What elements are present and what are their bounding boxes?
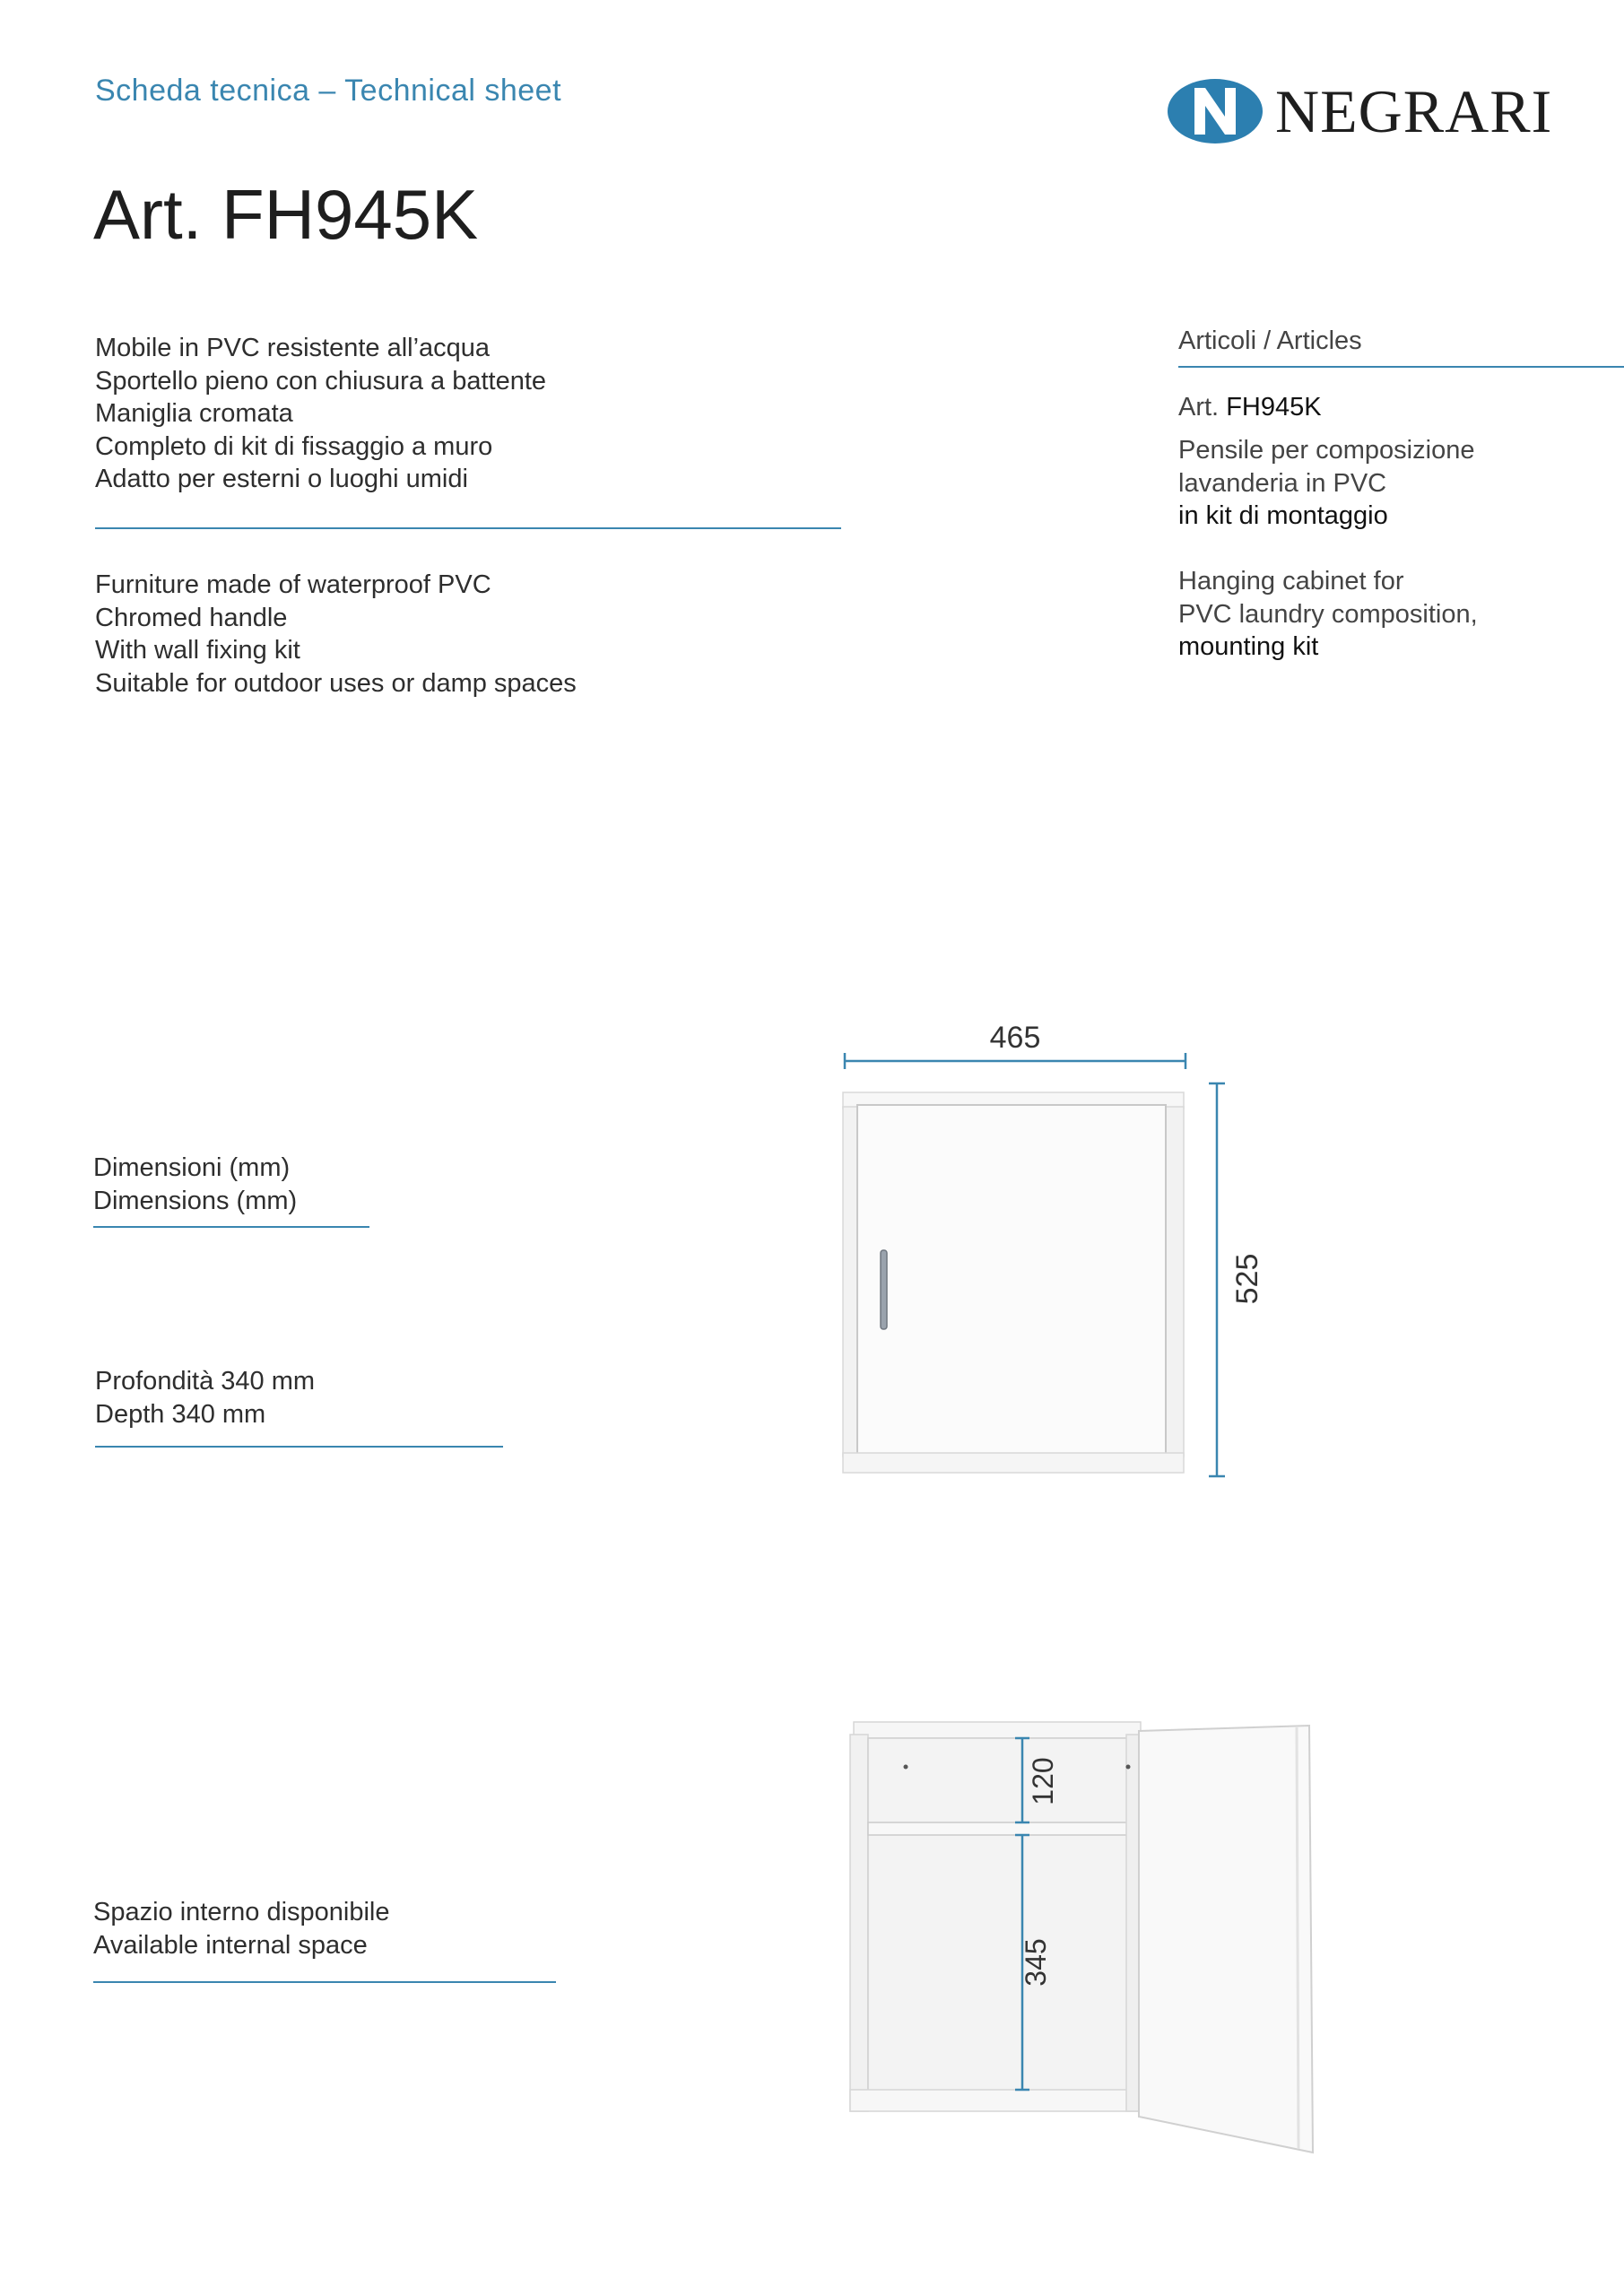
- divider: [95, 1446, 503, 1448]
- divider: [93, 1981, 556, 1983]
- article-line: PVC laundry composition,: [1178, 599, 1478, 629]
- depth-label: [95, 1365, 315, 1431]
- article-code: [1178, 391, 1322, 424]
- description-line: Maniglia cromata: [95, 399, 293, 428]
- dimensions-label-it: Dimensioni (mm): [93, 1153, 291, 1182]
- articles-heading: Articoli / Articles: [1178, 326, 1362, 355]
- article-line: Pensile per composizione: [1178, 436, 1475, 465]
- upper-space-dimension-label: 120: [1027, 1757, 1059, 1805]
- article-description-it: [1178, 434, 1474, 533]
- dimensions-label: [93, 1152, 297, 1217]
- logo-mark-icon: [1166, 75, 1264, 147]
- internal-space-label-en: Available internal space: [93, 1930, 368, 1960]
- description-line: Furniture made of waterproof PVC: [95, 570, 491, 599]
- description-line: With wall fixing kit: [95, 636, 300, 665]
- article-line-bold: mounting kit: [1178, 632, 1319, 661]
- article-line: lavanderia in PVC: [1178, 468, 1387, 498]
- divider: [93, 1226, 369, 1228]
- description-line: Suitable for outdoor uses or damp spaces: [95, 668, 577, 698]
- handle-icon: [881, 1250, 887, 1329]
- article-prefix: Art.: [1178, 393, 1220, 422]
- article-line-bold: in kit di montaggio: [1178, 501, 1388, 530]
- width-dimension-label: 465: [989, 1021, 1041, 1055]
- description-line: Mobile in PVC resistente all’acqua: [95, 334, 491, 362]
- divider: [95, 527, 841, 529]
- article-description-en: [1178, 565, 1478, 664]
- lower-space-dimension-label: 345: [1020, 1938, 1052, 1987]
- description-line: Sportello pieno con chiusura a battente: [95, 366, 547, 396]
- article-line: Hanging cabinet for: [1178, 567, 1404, 596]
- brand-name: NEGRARI: [1275, 77, 1553, 145]
- dimensions-label-en: Dimensions (mm): [93, 1186, 298, 1215]
- cabinet-front-drawing: [825, 1004, 1291, 1489]
- description-line: Completo di kit di fissaggio a muro: [95, 431, 493, 461]
- depth-label-en: Depth 340 mm: [95, 1399, 266, 1429]
- internal-space-label: [93, 1896, 390, 1961]
- internal-space-label-it: Spazio interno disponibile: [93, 1898, 390, 1926]
- description-line: Adatto per esterni o luoghi umidi: [95, 465, 468, 493]
- document-subtitle: Scheda tecnica – Technical sheet: [95, 74, 562, 108]
- height-dimension-text: 525: [1230, 1253, 1264, 1305]
- cabinet-interior-drawing: [834, 1704, 1336, 2170]
- page-title: Art. FH945K: [93, 175, 479, 254]
- description-line: Chromed handle: [95, 603, 288, 632]
- description-english: [95, 569, 577, 700]
- depth-label-it: Profondità 340 mm: [95, 1367, 316, 1396]
- divider: [1178, 366, 1624, 368]
- description-italian: [95, 332, 546, 496]
- article-code-value: FH945K: [1226, 393, 1322, 422]
- brand-logo: [1166, 75, 1578, 147]
